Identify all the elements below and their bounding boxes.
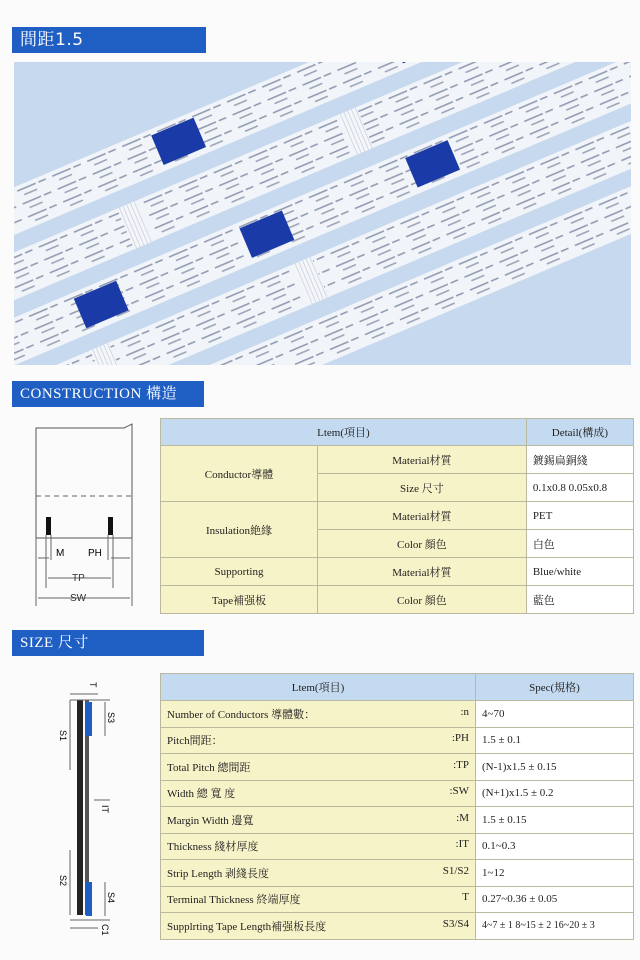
size-label: Margin Width 邊寬 <box>167 814 254 827</box>
s2-label: S2 <box>58 875 68 887</box>
size-label: Thickness 綫材厚度 <box>167 841 259 854</box>
size-table <box>160 673 634 940</box>
ph-label: PH <box>88 548 102 559</box>
size-spec: 0.27~0.36 ± 0.05 <box>476 886 634 913</box>
size-code: :IT <box>455 838 469 851</box>
size-spec: 0.1~0.3 <box>476 833 634 860</box>
size-label: Strip Length 剥綫長度 <box>167 867 270 880</box>
size-row <box>161 701 476 728</box>
size-spec: (N-1)x1.5 ± 0.15 <box>476 754 634 781</box>
size-row <box>161 860 476 887</box>
size-spec: 1.5 ± 0.15 <box>476 807 634 834</box>
tape-group: Tape補强板 <box>161 586 318 614</box>
size-code: :SW <box>449 785 469 798</box>
size-spec: 1.5 ± 0.1 <box>476 727 634 754</box>
size-label: Supplrting Tape Length補强板長度 <box>167 920 327 933</box>
size-row <box>161 807 476 834</box>
construction-banner: CONSTRUCTION 構造 <box>12 381 204 407</box>
prop-cell: Material材質 <box>318 502 527 530</box>
size-row <box>161 886 476 913</box>
size-code: :n <box>460 705 469 718</box>
supporting-group: Supporting <box>161 558 318 586</box>
m-label: M <box>56 548 65 559</box>
prop-cell: Color 顔色 <box>318 586 527 614</box>
size-row <box>161 833 476 860</box>
prop-cell: Material材質 <box>318 558 527 586</box>
tp-label: TP <box>72 573 85 584</box>
detail-cell: PET <box>526 502 633 530</box>
size-spec: 4~70 <box>476 701 634 728</box>
size-header-item: Ltem(項目) <box>161 674 476 701</box>
s1-label: S1 <box>58 730 68 742</box>
size-header-spec: Spec(規格) <box>476 674 634 701</box>
ffc-cable-illustration <box>14 62 631 365</box>
size-code: T <box>462 891 469 904</box>
prop-cell: Material材質 <box>318 446 527 474</box>
construction-table <box>160 418 634 614</box>
size-spec: 4~7 ± 1 8~15 ± 2 16~20 ± 3 <box>476 913 634 940</box>
construction-header-detail: Detail(構成) <box>526 419 633 446</box>
it-label: IT <box>100 805 110 813</box>
insulation-group: Insulation絶緣 <box>161 502 318 558</box>
detail-cell: 藍色 <box>526 586 633 614</box>
size-code: :M <box>456 811 469 824</box>
size-code: :TP <box>453 758 469 771</box>
prop-cell: Size 尺寸 <box>318 474 527 502</box>
pitch-banner: 間距1.5 <box>12 27 206 53</box>
size-row <box>161 913 476 940</box>
sw-label: SW <box>70 593 87 604</box>
size-label: Width 總 寬 度 <box>167 788 236 801</box>
size-diagram <box>50 670 130 940</box>
conductor-group: Conductor導體 <box>161 446 318 502</box>
size-spec: (N+1)x1.5 ± 0.2 <box>476 780 634 807</box>
size-label: Total Pitch 總間距 <box>167 761 251 774</box>
size-banner: SIZE 尺寸 <box>12 630 204 656</box>
construction-diagram <box>14 418 154 618</box>
c-label: C1 <box>100 924 110 936</box>
construction-header-item: Ltem(項目) <box>161 419 527 446</box>
t-label: T <box>88 682 98 688</box>
size-row <box>161 780 476 807</box>
size-spec: 1~12 <box>476 860 634 887</box>
size-label: Number of Conductors 導體數： <box>167 708 316 721</box>
size-code: S3/S4 <box>442 917 469 930</box>
size-row <box>161 754 476 781</box>
ffc-cable-photo <box>14 62 631 365</box>
size-code: :PH <box>451 732 469 745</box>
size-label: Terminal Thickness 終端厚度 <box>167 894 301 907</box>
detail-cell: Blue/white <box>526 558 633 586</box>
size-code: S1/S2 <box>442 864 469 877</box>
prop-cell: Color 顔色 <box>318 530 527 558</box>
s4-label: S4 <box>106 892 116 904</box>
size-row <box>161 727 476 754</box>
s3-label: S3 <box>106 712 116 724</box>
size-label: Pitch間距： <box>167 735 223 748</box>
detail-cell: 鍍錫扁銅綫 <box>526 446 633 474</box>
detail-cell: 白色 <box>526 530 633 558</box>
detail-cell: 0.1x0.8 0.05x0.8 <box>526 474 633 502</box>
